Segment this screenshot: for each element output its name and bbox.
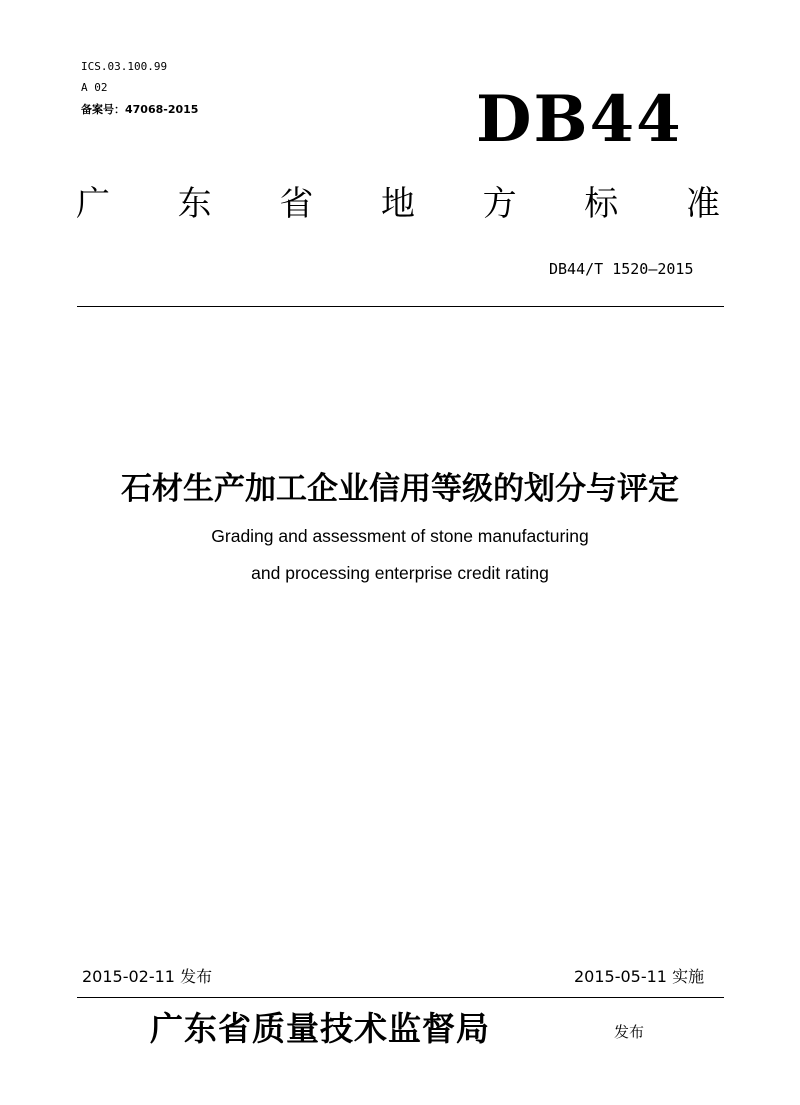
classification-code: A 02: [81, 81, 108, 94]
document-title-en-line1: Grading and assessment of stone manufacturing: [211, 526, 589, 546]
issuer-publish-label: 发布: [614, 1023, 645, 1041]
standard-code-logo: DB44: [476, 82, 683, 157]
category-char: 准: [685, 184, 720, 224]
category-char: 省: [279, 184, 314, 224]
standard-category-title: [76, 182, 720, 226]
ics-code: ICS.03.100.99: [81, 60, 168, 73]
header-divider: [77, 306, 724, 307]
filing-number: 备案号：47068-2015: [81, 103, 199, 116]
publish-date: 2015-02-11 发布: [82, 967, 213, 986]
footer-divider: [77, 997, 724, 998]
document-title-cn: 石材生产加工企业信用等级的划分与评定: [121, 471, 679, 507]
category-char: 广: [76, 184, 110, 224]
issuing-authority: 广东省质量技术监督局: [150, 1009, 490, 1048]
document-title-en-line2: and processing enterprise credit rating: [251, 563, 549, 583]
category-char: 东: [177, 184, 212, 224]
category-char: 地: [380, 184, 415, 224]
standard-number: DB44/T 1520—2015: [549, 260, 694, 278]
implement-date: 2015-05-11 实施: [574, 967, 705, 986]
category-char: 方: [482, 184, 517, 224]
category-char: 标: [584, 184, 619, 224]
